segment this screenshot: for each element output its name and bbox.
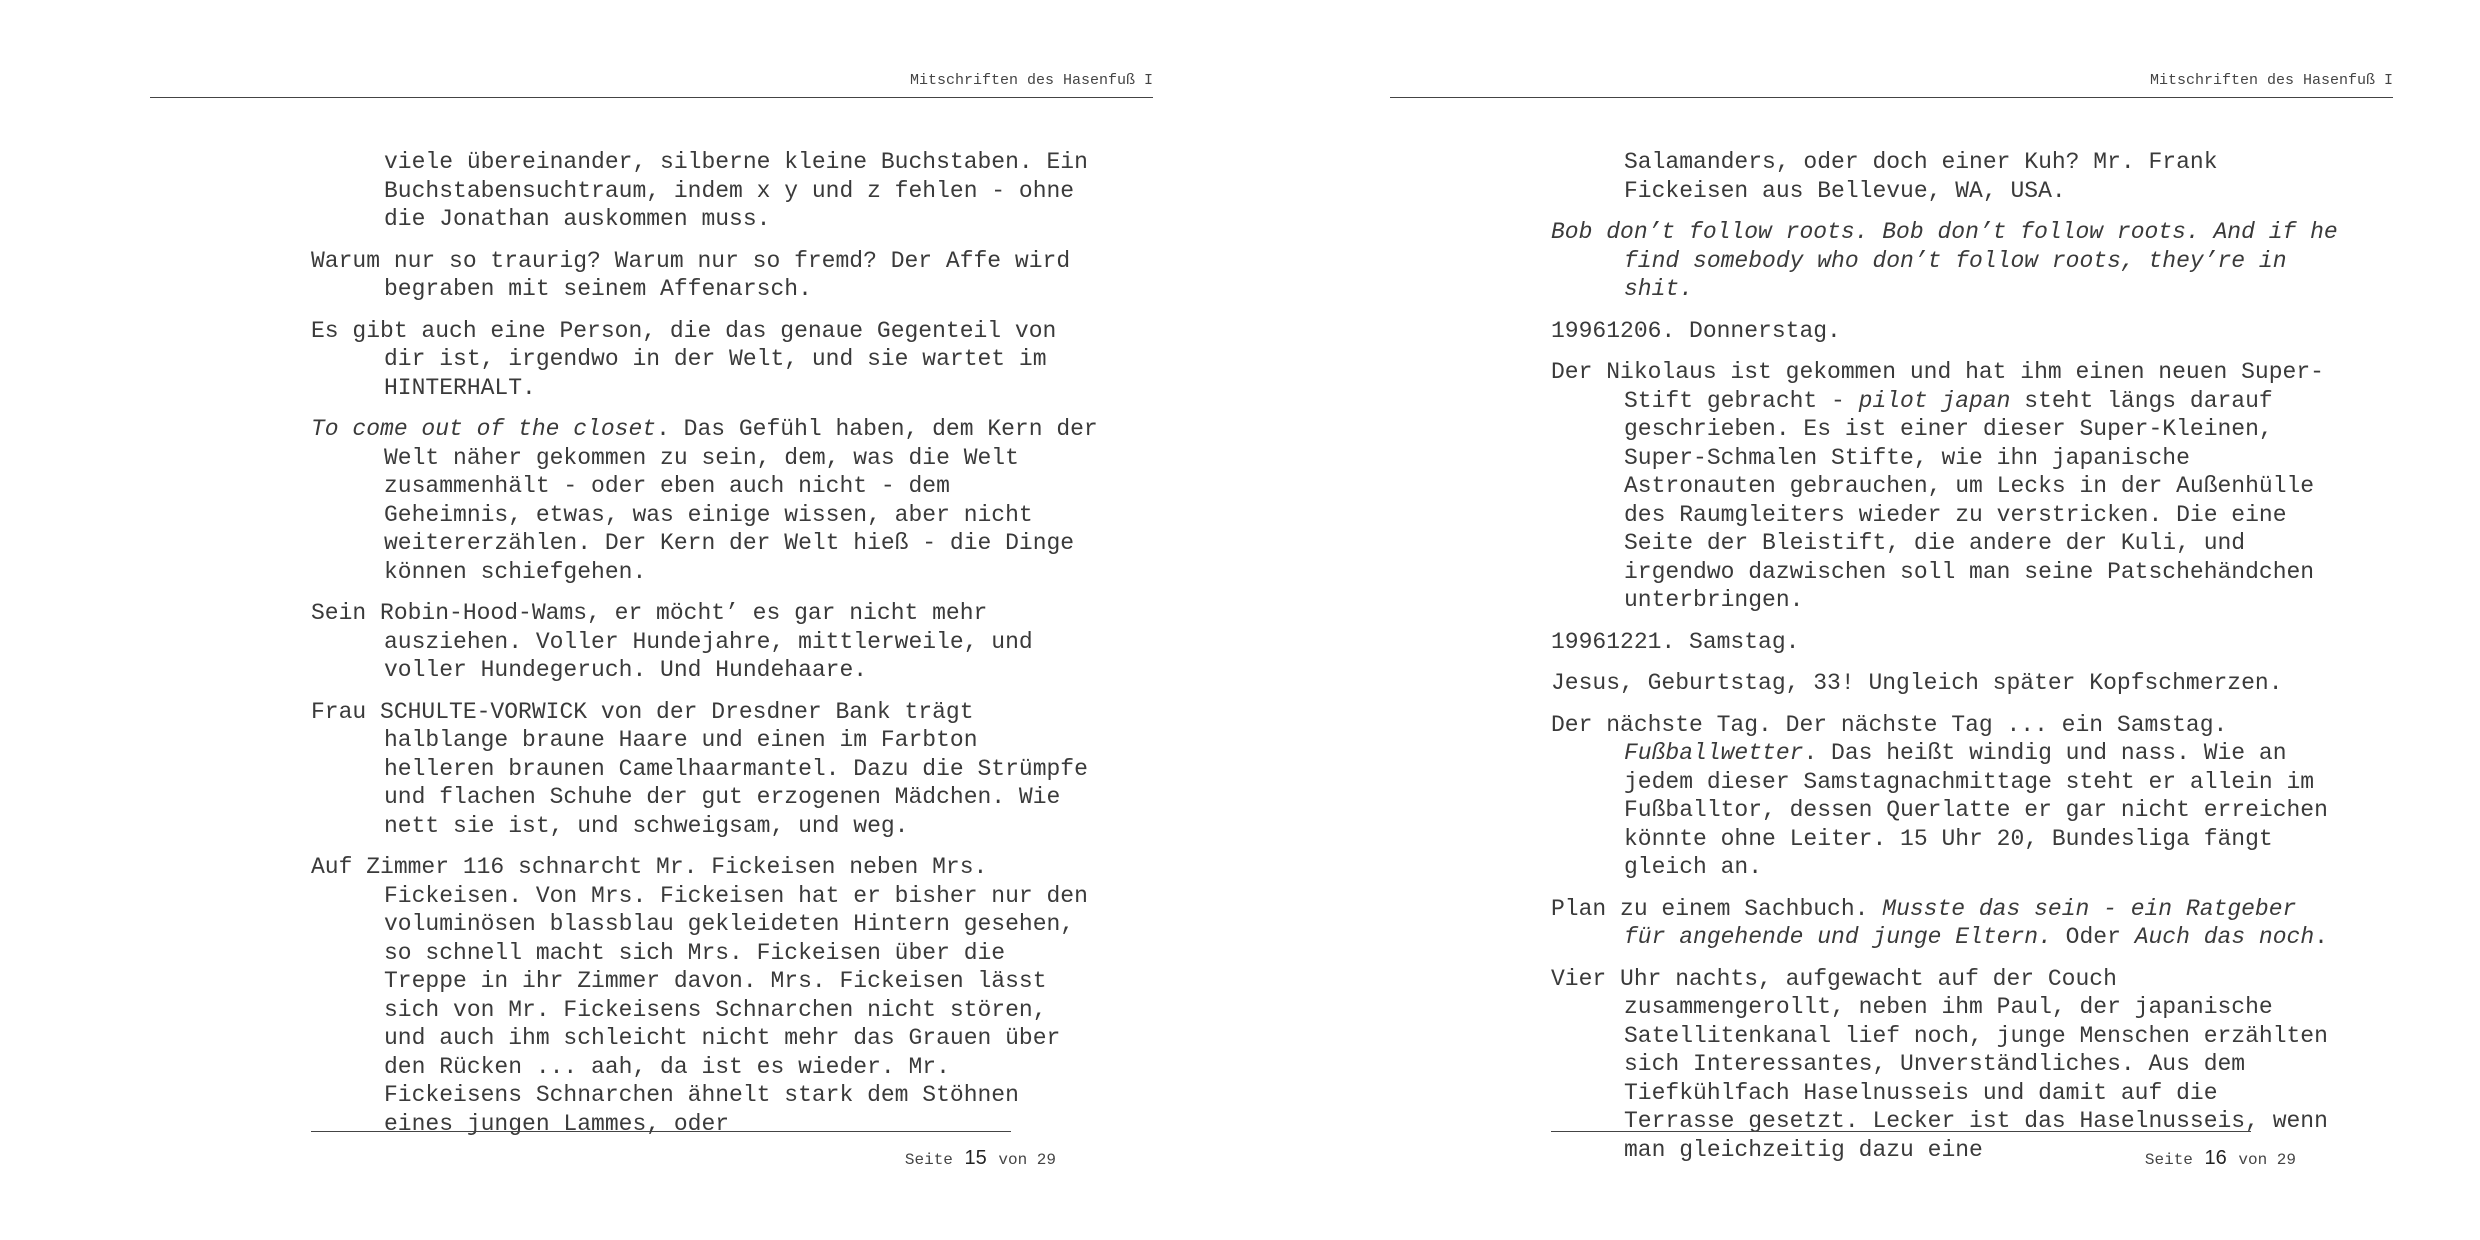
paragraph [1551,965,2341,1165]
paragraph [311,698,1101,841]
paragraph [1551,358,2341,615]
page-total: 29 [2276,1151,2296,1169]
page-number: 16 [2204,1147,2227,1169]
page-body [311,148,1101,1151]
running-header: Mitschriften des Hasenfuß I [2149,72,2393,89]
text-run: steht längs darauf geschrieben. Es ist einer dieser Super-Kleinen, Super-Schmalen Stifte, wie ihn japanische Astronauten gebrauchen, um Lecks in der Außenhülle des Raumgleiters wieder zu verstricken. Die eine Seite der Bleistift, die andere der Kuli, und irgendwo dazwischen soll man seine Patschehändchen unterbringen. [1624,387,2315,613]
page-footer [1551,1147,2296,1170]
text-run: Sein Robin-Hood-Wams, er möcht’ es gar nicht mehr ausziehen. Voller Hundejahre, mittlerweile, und voller Hundegeruch. Und Hundehaare. [311,600,1033,683]
footer-of: von [2238,1151,2268,1169]
paragraph [311,317,1101,403]
header-rule [1390,97,2393,98]
paragraph [1551,895,2341,952]
text-run: Oder [2051,924,2135,950]
text-run: Plan zu einem Sachbuch. [1551,895,1883,922]
text-run: 19961221. Samstag. [1551,628,1800,655]
page-footer [311,1147,1056,1170]
paragraph [311,247,1101,304]
header-rule [150,97,1153,98]
paragraph [311,853,1101,1138]
text-run: Salamanders, oder doch einer Kuh? Mr. Frank Fickeisen aus Bellevue, WA, USA. [1624,149,2218,204]
footer-of: von [998,1151,1028,1169]
page-total: 29 [1036,1151,1056,1169]
text-run: viele übereinander, silberne kleine Buchstaben. Ein Buchstabensuchtraum, indem x y und z fehlen - ohne die Jonathan auskommen muss. [384,149,1088,232]
text-run: . Das heißt windig und nass. Wie an jedem dieser Samstagnachmittage steht er allein im Fußballtor, dessen Querlatte er gar nicht erreichen könnte ohne Leiter. 15 Uhr 20, Bundesliga fängt gleich an. [1624,740,2328,880]
italic-text-run: Auch das noch [2134,924,2315,950]
paragraph [311,415,1101,586]
paragraph [1551,628,2341,657]
paragraph [311,599,1101,685]
page-number: 15 [964,1147,987,1169]
italic-text-run: Musste das sein - ein Ratgeber für angehende und junge Eltern. [1624,895,2297,950]
running-header: Mitschriften des Hasenfuß I [909,72,1153,89]
text-run: 19961206. Donnerstag. [1551,317,1841,344]
page-body [1551,148,2341,1177]
paragraph [1551,148,2341,205]
text-run: Der Nikolaus ist gekommen und hat ihm einen neuen Super-Stift gebracht - [1551,359,2324,414]
paragraph [311,148,1101,234]
right-page [1240,0,2480,1240]
footer-rule [1551,1131,2251,1132]
paragraph [1551,218,2341,304]
footer-prefix: Seite [2144,1151,2193,1169]
footer-rule [311,1131,1011,1132]
text-run: Der nächste Tag. Der nächste Tag ... ein Samstag. [1551,711,2228,738]
italic-text-run: Fußballwetter [1624,740,1804,766]
text-run: . [2314,924,2328,950]
paragraph [1551,711,2341,882]
italic-text-run: pilot japan [1858,387,2011,414]
text-run: Es gibt auch eine Person, die das genaue Gegenteil von dir ist, irgendwo in der Welt, und sie wartet im HINTERHALT. [311,317,1057,401]
text-run: Auf Zimmer 116 schnarcht Mr. Fickeisen neben Mrs. Fickeisen. Von Mrs. Fickeisen hat er bisher nur den voluminösen blassblau gekleideten Hintern gesehen, so schnell macht sich Mrs. Fickeisen über die Treppe in ihr Zimmer davon. Mrs. Fickeisen lässt sich von Mr. Fickeisens Schnarchen nicht stören, und auch ihm schleicht nicht mehr das Grauen über den Rücken ... aah, da ist es wieder. Mr. Fickeisens Schnarchen ähnelt stark dem Stöhnen eines jungen Lammes, oder [311,854,1088,1137]
text-run: Warum nur so traurig? Warum nur so fremd? Der Affe wird begraben mit seinem Affenarsch. [311,247,1071,302]
text-run: Vier Uhr nachts, aufgewacht auf der Couch zusammengerollt, neben ihm Paul, der japanische Satellitenkanal lief noch, junge Menschen erzählten sich Interessantes, Unverständliches. Aus dem Tiefkühlfach Haselnusseis und damit auf die Terrasse gesetzt. Lecker ist das Haselnusseis, wenn man gleichzeitig dazu eine [1551,965,2328,1163]
text-run: Jesus, Geburtstag, 33! Ungleich später Kopfschmerzen. [1551,670,2283,696]
italic-text-run: Bob don’t follow roots. Bob don’t follow roots. And if he find somebody who don’t follow roots, they’re in shit. [1551,219,2338,302]
text-run: . Das Gefühl haben, dem Kern der Welt näher gekommen zu sein, dem, was die Welt zusammenhält - oder eben auch nicht - dem Geheimnis, etwas, was einige wissen, aber nicht weitererzählen. Der Kern der Welt hieß - die Dinge können schiefgehen. [384,416,1098,585]
paragraph [1551,317,2341,346]
paragraph [1551,669,2341,698]
text-run: Frau SCHULTE-VORWICK von der Dresdner Bank trägt halblange braune Haare und einen im Farbton helleren braunen Camelhaarmantel. Dazu die Strümpfe und flachen Schuhe der gut erzogenen Mädchen. Wie nett sie ist, und schweigsam, und weg. [311,698,1088,839]
footer-prefix: Seite [904,1151,953,1169]
italic-text-run: To come out of the closet [311,416,657,442]
